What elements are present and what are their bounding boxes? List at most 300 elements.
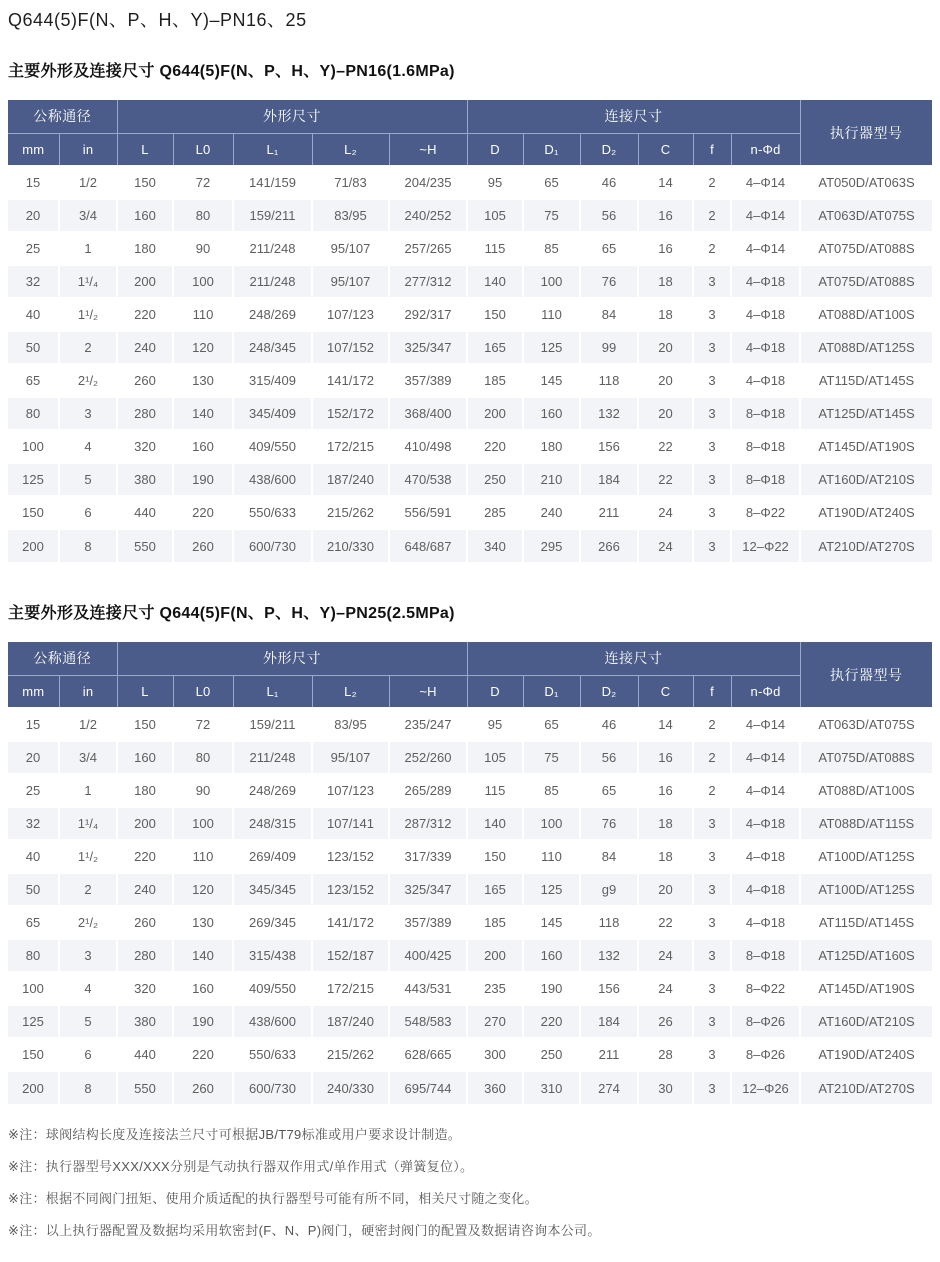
col-header-mm: mm xyxy=(8,133,59,166)
table-cell: 118 xyxy=(580,364,638,397)
table-cell: 140 xyxy=(173,397,233,430)
table-cell: AT100D/AT125S xyxy=(800,873,932,906)
table-cell: AT115D/AT145S xyxy=(800,906,932,939)
table-cell: 150 xyxy=(467,840,523,873)
table-pn16-body xyxy=(8,166,932,562)
col-header-f: f xyxy=(693,133,731,166)
table-row xyxy=(8,364,932,397)
table-cell: 80 xyxy=(8,397,59,430)
table-cell: 695/744 xyxy=(389,1071,467,1104)
table-cell: 3 xyxy=(693,1038,731,1071)
table-cell: 292/317 xyxy=(389,298,467,331)
table-cell: 2 xyxy=(693,199,731,232)
table-cell: 220 xyxy=(117,298,173,331)
table-cell: AT088D/AT115S xyxy=(800,807,932,840)
table-cell: 1¹/₄ xyxy=(59,807,117,840)
table-cell: 65 xyxy=(580,774,638,807)
table-cell: 75 xyxy=(523,199,580,232)
table-cell: 100 xyxy=(173,265,233,298)
table-cell: 110 xyxy=(523,298,580,331)
table-cell: 550/633 xyxy=(233,1038,312,1071)
col-header-d2: D₂ xyxy=(580,675,638,708)
table-cell: 204/235 xyxy=(389,166,467,199)
table-cell: 107/141 xyxy=(312,807,389,840)
table-cell: 95/107 xyxy=(312,741,389,774)
table-row xyxy=(8,430,932,463)
table-cell: 141/172 xyxy=(312,906,389,939)
table-cell: 85 xyxy=(523,232,580,265)
table-cell: 15 xyxy=(8,708,59,741)
table-cell: 4–Φ18 xyxy=(731,364,800,397)
table-cell: 280 xyxy=(117,939,173,972)
table-cell: 200 xyxy=(8,529,59,562)
table-cell: 240/330 xyxy=(312,1071,389,1104)
table-cell: 269/345 xyxy=(233,906,312,939)
table-cell: AT125D/AT160S xyxy=(800,939,932,972)
table-cell: 125 xyxy=(523,331,580,364)
table-cell: 8–Φ18 xyxy=(731,430,800,463)
table-cell: 345/409 xyxy=(233,397,312,430)
table-cell: 8–Φ22 xyxy=(731,972,800,1005)
table-cell: 76 xyxy=(580,265,638,298)
table-cell: 187/240 xyxy=(312,463,389,496)
table-cell: 8–Φ18 xyxy=(731,463,800,496)
table-cell: 4–Φ18 xyxy=(731,298,800,331)
table-cell: 132 xyxy=(580,939,638,972)
table-cell: 2 xyxy=(693,166,731,199)
table-cell: 190 xyxy=(523,972,580,1005)
table-cell: 200 xyxy=(117,807,173,840)
table-cell: 130 xyxy=(173,906,233,939)
table-cell: AT075D/AT088S xyxy=(800,741,932,774)
table-cell: 46 xyxy=(580,708,638,741)
table-cell: 4–Φ18 xyxy=(731,873,800,906)
table-cell: 28 xyxy=(638,1038,693,1071)
table-cell: 180 xyxy=(117,232,173,265)
table-cell: 4–Φ14 xyxy=(731,166,800,199)
table-cell: 600/730 xyxy=(233,529,312,562)
footnotes xyxy=(8,1124,932,1239)
table-cell: 257/265 xyxy=(389,232,467,265)
table-cell: 115 xyxy=(467,232,523,265)
table-cell: 107/123 xyxy=(312,774,389,807)
col-header-n-phi-d: n-Φd xyxy=(731,675,800,708)
table-cell: 1 xyxy=(59,774,117,807)
table-cell: 90 xyxy=(173,774,233,807)
table-cell: 200 xyxy=(117,265,173,298)
table-cell: 90 xyxy=(173,232,233,265)
table-cell: 200 xyxy=(467,939,523,972)
table-row xyxy=(8,298,932,331)
table-cell: 8–Φ22 xyxy=(731,496,800,529)
table-cell: 260 xyxy=(117,364,173,397)
table-cell: 340 xyxy=(467,529,523,562)
col-header-h: ~H xyxy=(389,133,467,166)
table-cell: 3 xyxy=(693,807,731,840)
col-header-l: L xyxy=(117,133,173,166)
table-cell: 3 xyxy=(693,430,731,463)
table-cell: 317/339 xyxy=(389,840,467,873)
header-group-connection-dimensions: 连接尺寸 xyxy=(467,100,800,133)
table-cell: 628/665 xyxy=(389,1038,467,1071)
table-cell: 345/345 xyxy=(233,873,312,906)
table-cell: 8–Φ26 xyxy=(731,1038,800,1071)
table-cell: 295 xyxy=(523,529,580,562)
table-cell: 118 xyxy=(580,906,638,939)
table-cell: 95 xyxy=(467,166,523,199)
table-cell: 1¹/₄ xyxy=(59,265,117,298)
table-cell: 287/312 xyxy=(389,807,467,840)
page-title: Q644(5)F(N、P、H、Y)–PN16、25 xyxy=(8,10,307,30)
table-cell: 550 xyxy=(117,529,173,562)
table-cell: 120 xyxy=(173,331,233,364)
table-cell: 440 xyxy=(117,1038,173,1071)
table-cell: 211 xyxy=(580,496,638,529)
table-cell: g9 xyxy=(580,873,638,906)
table-cell: 12–Φ22 xyxy=(731,529,800,562)
table-cell: 240 xyxy=(523,496,580,529)
table-cell: 95/107 xyxy=(312,232,389,265)
table-cell: 160 xyxy=(523,397,580,430)
table-cell: 159/211 xyxy=(233,708,312,741)
footnote: ※注：以上执行器配置及数据均采用软密封(F、N、P)阀门，硬密封阀门的配置及数据请咨询本公司。 xyxy=(8,1223,601,1238)
col-header-d2: D₂ xyxy=(580,133,638,166)
table-cell: 1¹/₂ xyxy=(59,298,117,331)
table-cell: 211 xyxy=(580,1038,638,1071)
table-cell: AT088D/AT100S xyxy=(800,774,932,807)
section-title-pn25: 主要外形及连接尺寸 Q644(5)F(N、P、H、Y)–PN25(2.5MPa) xyxy=(8,605,455,622)
table-cell: 357/389 xyxy=(389,906,467,939)
table-cell: 50 xyxy=(8,873,59,906)
table-cell: 260 xyxy=(173,1071,233,1104)
table-cell: 3 xyxy=(693,972,731,1005)
table-row xyxy=(8,331,932,364)
table-cell: 20 xyxy=(638,331,693,364)
table-row xyxy=(8,972,932,1005)
table-cell: AT125D/AT145S xyxy=(800,397,932,430)
table-cell: 3 xyxy=(693,840,731,873)
table-cell: 184 xyxy=(580,463,638,496)
dimensions-table-pn25 xyxy=(8,642,932,1104)
table-cell: 220 xyxy=(523,1005,580,1038)
table-cell: 3 xyxy=(693,1005,731,1038)
table-cell: 95/107 xyxy=(312,265,389,298)
table-cell: 2 xyxy=(693,741,731,774)
table-cell: 14 xyxy=(638,166,693,199)
table-cell: 410/498 xyxy=(389,430,467,463)
table-cell: 1/2 xyxy=(59,708,117,741)
table-cell: 548/583 xyxy=(389,1005,467,1038)
table-cell: 24 xyxy=(638,972,693,1005)
table-cell: 3 xyxy=(693,1071,731,1104)
table-cell: 110 xyxy=(173,840,233,873)
table-cell: 300 xyxy=(467,1038,523,1071)
table-row xyxy=(8,397,932,430)
table-cell: 269/409 xyxy=(233,840,312,873)
table-cell: 4–Φ14 xyxy=(731,741,800,774)
table-cell: 2 xyxy=(693,232,731,265)
table-cell: 409/550 xyxy=(233,430,312,463)
col-header-l1: L₁ xyxy=(233,675,312,708)
table-cell: 220 xyxy=(173,1038,233,1071)
table-cell: 600/730 xyxy=(233,1071,312,1104)
table-cell: 46 xyxy=(580,166,638,199)
table-row xyxy=(8,1005,932,1038)
table-cell: 3 xyxy=(693,331,731,364)
table-cell: 50 xyxy=(8,331,59,364)
table-cell: 65 xyxy=(580,232,638,265)
table-cell: 285 xyxy=(467,496,523,529)
table-cell: 156 xyxy=(580,430,638,463)
table-cell: 165 xyxy=(467,331,523,364)
table-row xyxy=(8,708,932,741)
table-cell: 3 xyxy=(693,873,731,906)
table-row xyxy=(8,232,932,265)
table-cell: 123/152 xyxy=(312,840,389,873)
table-row xyxy=(8,199,932,232)
table-row xyxy=(8,463,932,496)
table-cell: 2 xyxy=(59,331,117,364)
table-cell: 4–Φ18 xyxy=(731,840,800,873)
table-cell: 260 xyxy=(117,906,173,939)
col-header-mm: mm xyxy=(8,675,59,708)
table-cell: 240 xyxy=(117,331,173,364)
section-title-pn16: 主要外形及连接尺寸 Q644(5)F(N、P、H、Y)–PN16(1.6MPa) xyxy=(8,63,455,80)
col-header-f: f xyxy=(693,675,731,708)
table-cell: 75 xyxy=(523,741,580,774)
table-cell: 2 xyxy=(693,708,731,741)
table-cell: 100 xyxy=(523,807,580,840)
table-cell: 30 xyxy=(638,1071,693,1104)
table-cell: 140 xyxy=(173,939,233,972)
table-cell: AT160D/AT210S xyxy=(800,1005,932,1038)
table-cell: 25 xyxy=(8,774,59,807)
table-cell: 4–Φ14 xyxy=(731,232,800,265)
col-header-l0: L0 xyxy=(173,675,233,708)
table-cell: 200 xyxy=(8,1071,59,1104)
table-cell: 141/159 xyxy=(233,166,312,199)
table-cell: 409/550 xyxy=(233,972,312,1005)
table-cell: 470/538 xyxy=(389,463,467,496)
table-cell: 160 xyxy=(173,430,233,463)
table-cell: 100 xyxy=(8,430,59,463)
table-cell: 150 xyxy=(117,708,173,741)
col-header-h: ~H xyxy=(389,675,467,708)
header-group-connection-dimensions: 连接尺寸 xyxy=(467,642,800,675)
table-cell: 172/215 xyxy=(312,430,389,463)
table-cell: 248/269 xyxy=(233,774,312,807)
table-cell: 220 xyxy=(467,430,523,463)
table-cell: 3/4 xyxy=(59,199,117,232)
table-cell: 2 xyxy=(59,873,117,906)
table-cell: 4–Φ18 xyxy=(731,906,800,939)
table-cell: AT088D/AT100S xyxy=(800,298,932,331)
table-cell: 325/347 xyxy=(389,331,467,364)
table-cell: 438/600 xyxy=(233,463,312,496)
table-cell: 220 xyxy=(117,840,173,873)
table-cell: 248/269 xyxy=(233,298,312,331)
table-cell: 160 xyxy=(523,939,580,972)
col-header-d: D xyxy=(467,133,523,166)
table-cell: 8 xyxy=(59,1071,117,1104)
header-actuator-model: 执行器型号 xyxy=(800,100,932,166)
table-cell: 150 xyxy=(8,1038,59,1071)
table-cell: 265/289 xyxy=(389,774,467,807)
table-row xyxy=(8,166,932,199)
table-cell: 15 xyxy=(8,166,59,199)
table-cell: 120 xyxy=(173,873,233,906)
table-cell: 24 xyxy=(638,529,693,562)
table-cell: 6 xyxy=(59,496,117,529)
table-cell: 438/600 xyxy=(233,1005,312,1038)
table-cell: 1 xyxy=(59,232,117,265)
table-cell: 3 xyxy=(693,298,731,331)
table-cell: 16 xyxy=(638,232,693,265)
header-group-outline-dimensions: 外形尺寸 xyxy=(117,642,467,675)
col-header-d1: D₁ xyxy=(523,133,580,166)
table-row xyxy=(8,906,932,939)
table-cell: 18 xyxy=(638,265,693,298)
table-cell: 6 xyxy=(59,1038,117,1071)
table-cell: 211/248 xyxy=(233,741,312,774)
table-cell: 210/330 xyxy=(312,529,389,562)
table-cell: 72 xyxy=(173,166,233,199)
table-cell: 556/591 xyxy=(389,496,467,529)
table-cell: 22 xyxy=(638,463,693,496)
table-cell: 315/438 xyxy=(233,939,312,972)
table-cell: 140 xyxy=(467,265,523,298)
table-cell: 211/248 xyxy=(233,265,312,298)
table-cell: 107/152 xyxy=(312,331,389,364)
table-cell: 3 xyxy=(693,529,731,562)
table-cell: 80 xyxy=(173,199,233,232)
table-cell: 150 xyxy=(117,166,173,199)
table-cell: 4–Φ14 xyxy=(731,199,800,232)
table-cell: 357/389 xyxy=(389,364,467,397)
table-cell: AT075D/AT088S xyxy=(800,265,932,298)
table-cell: AT210D/AT270S xyxy=(800,529,932,562)
table-cell: 150 xyxy=(467,298,523,331)
table-row xyxy=(8,774,932,807)
header-group-outline-dimensions: 外形尺寸 xyxy=(117,100,467,133)
table-cell: 115 xyxy=(467,774,523,807)
table-cell: 2¹/₂ xyxy=(59,906,117,939)
table-cell: 3 xyxy=(693,496,731,529)
col-header-in: in xyxy=(59,675,117,708)
table-pn25-body xyxy=(8,708,932,1104)
table-cell: 3 xyxy=(693,265,731,298)
table-cell: 3 xyxy=(693,397,731,430)
table-cell: 83/95 xyxy=(312,708,389,741)
table-cell: 200 xyxy=(467,397,523,430)
table-cell: 4–Φ18 xyxy=(731,807,800,840)
table-cell: 325/347 xyxy=(389,873,467,906)
table-cell: 18 xyxy=(638,298,693,331)
table-cell: 8–Φ26 xyxy=(731,1005,800,1038)
table-cell: 130 xyxy=(173,364,233,397)
table-cell: 83/95 xyxy=(312,199,389,232)
col-header-n-phi-d: n-Φd xyxy=(731,133,800,166)
table-row xyxy=(8,265,932,298)
table-cell: 1/2 xyxy=(59,166,117,199)
table-cell: 16 xyxy=(638,774,693,807)
table-cell: 240 xyxy=(117,873,173,906)
table-cell: 20 xyxy=(638,364,693,397)
table-cell: 440 xyxy=(117,496,173,529)
table-cell: AT145D/AT190S xyxy=(800,972,932,1005)
table-cell: 84 xyxy=(580,840,638,873)
table-cell: 105 xyxy=(467,199,523,232)
table-cell: 3 xyxy=(59,939,117,972)
table-cell: 110 xyxy=(173,298,233,331)
table-cell: 215/262 xyxy=(312,496,389,529)
table-cell: 141/172 xyxy=(312,364,389,397)
table-cell: 4–Φ14 xyxy=(731,774,800,807)
table-cell: 22 xyxy=(638,430,693,463)
table-cell: 107/123 xyxy=(312,298,389,331)
table-cell: 280 xyxy=(117,397,173,430)
table-cell: 235/247 xyxy=(389,708,467,741)
table-cell: 310 xyxy=(523,1071,580,1104)
table-cell: 380 xyxy=(117,1005,173,1038)
table-cell: 99 xyxy=(580,331,638,364)
table-cell: 315/409 xyxy=(233,364,312,397)
footnote: ※注：执行器型号XXX/XXX分别是气动执行器双作用式/单作用式（弹簧复位）。 xyxy=(8,1159,474,1174)
table-row xyxy=(8,741,932,774)
col-header-l2: L₂ xyxy=(312,133,389,166)
table-cell: 220 xyxy=(173,496,233,529)
table-cell: AT160D/AT210S xyxy=(800,463,932,496)
table-cell: 100 xyxy=(173,807,233,840)
table-cell: 12–Φ26 xyxy=(731,1071,800,1104)
table-cell: 123/152 xyxy=(312,873,389,906)
col-header-c: C xyxy=(638,133,693,166)
footnote: ※注：球阀结构长度及连接法兰尺寸可根据JB/T79标准或用户要求设计制造。 xyxy=(8,1127,462,1142)
table-cell: 24 xyxy=(638,496,693,529)
table-cell: 235 xyxy=(467,972,523,1005)
table-cell: 160 xyxy=(117,199,173,232)
table-cell: 274 xyxy=(580,1071,638,1104)
table-cell: 32 xyxy=(8,265,59,298)
table-cell: 260 xyxy=(173,529,233,562)
table-cell: 32 xyxy=(8,807,59,840)
table-cell: 132 xyxy=(580,397,638,430)
table-cell: 156 xyxy=(580,972,638,1005)
table-cell: 185 xyxy=(467,906,523,939)
table-cell: 160 xyxy=(173,972,233,1005)
table-cell: 277/312 xyxy=(389,265,467,298)
table-cell: AT190D/AT240S xyxy=(800,1038,932,1071)
table-cell: 150 xyxy=(8,496,59,529)
table-cell: 270 xyxy=(467,1005,523,1038)
table-cell: 125 xyxy=(8,463,59,496)
table-cell: AT063D/AT075S xyxy=(800,199,932,232)
table-cell: 3 xyxy=(693,463,731,496)
table-cell: 18 xyxy=(638,840,693,873)
dimensions-table-pn16 xyxy=(8,100,932,562)
table-cell: 185 xyxy=(467,364,523,397)
table-cell: 2¹/₂ xyxy=(59,364,117,397)
table-cell: 14 xyxy=(638,708,693,741)
table-cell: 8–Φ18 xyxy=(731,939,800,972)
table-cell: 18 xyxy=(638,807,693,840)
table-cell: 2 xyxy=(693,774,731,807)
table-cell: AT145D/AT190S xyxy=(800,430,932,463)
table-cell: 65 xyxy=(523,708,580,741)
table-cell: 248/315 xyxy=(233,807,312,840)
table-cell: 648/687 xyxy=(389,529,467,562)
table-cell: 140 xyxy=(467,807,523,840)
